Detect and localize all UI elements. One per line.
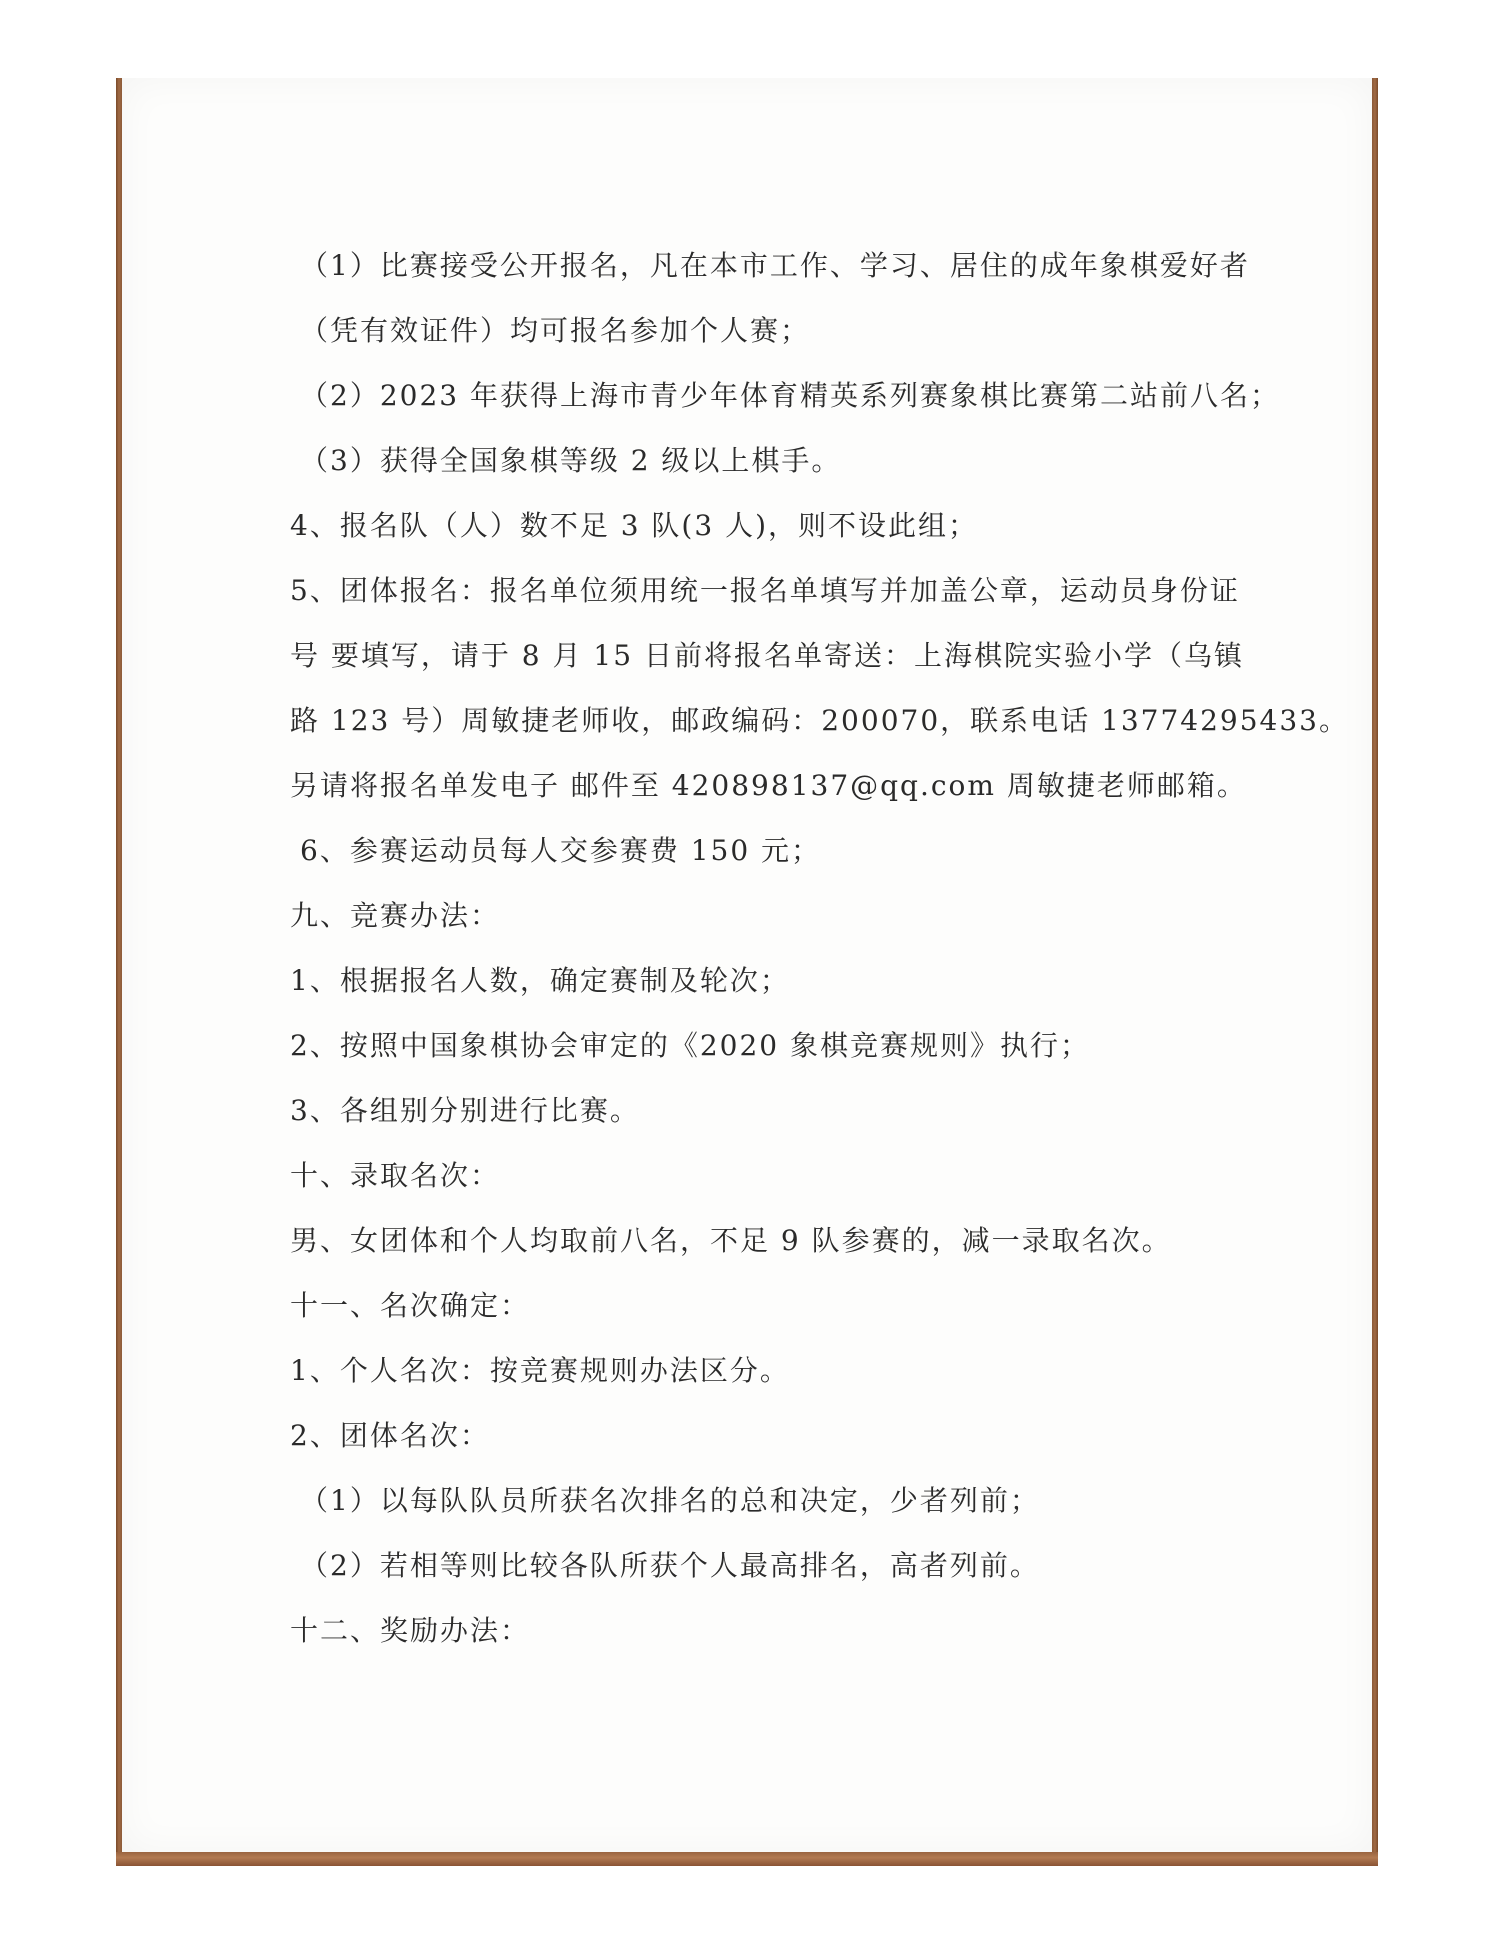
- text-line: 2、按照中国象棋协会审定的《2020 象棋竞赛规则》执行；: [290, 1029, 1090, 1062]
- section-heading: 十二、奖励办法：: [290, 1614, 531, 1647]
- text-line: 6、参赛运动员每人交参赛费 150 元；: [300, 834, 822, 867]
- text-line: 路 123 号）周敏捷老师收，邮政编码：200070，联系电话 13774295433。: [290, 704, 1349, 737]
- text-line: 3、各组别分别进行比赛。: [290, 1094, 640, 1127]
- wood-edge-bottom: [116, 1852, 1378, 1866]
- text-line: 4、报名队（人）数不足 3 队(3 人)，则不设此组；: [290, 509, 978, 542]
- text-line: 号 要填写，请于 8 月 15 日前将报名单寄送：上海棋院实验小学（乌镇: [290, 639, 1244, 672]
- text-line: （2）2023 年获得上海市青少年体育精英系列赛象棋比赛第二站前八名；: [300, 379, 1280, 412]
- text-line: 2、团体名次：: [290, 1419, 490, 1452]
- section-heading: 十一、名次确定：: [290, 1289, 531, 1322]
- text-line: 男、女团体和个人均取前八名，不足 9 队参赛的，减一录取名次。: [290, 1224, 1172, 1257]
- text-line: （1）以每队队员所获名次排名的总和决定，少者列前；: [300, 1484, 1040, 1517]
- section-heading: 九、竞赛办法：: [290, 899, 501, 932]
- text-line: 1、根据报名人数，确定赛制及轮次；: [290, 964, 790, 997]
- text-line: （凭有效证件）均可报名参加个人赛；: [300, 314, 811, 347]
- text-line: （1）比赛接受公开报名，凡在本市工作、学习、居住的成年象棋爱好者: [300, 249, 1250, 282]
- text-line: 另请将报名单发电子 邮件至 420898137@qq.com 周敏捷老师邮箱。: [290, 769, 1247, 802]
- section-heading: 十、录取名次：: [290, 1159, 501, 1192]
- wood-edge-right: [1372, 78, 1378, 1866]
- text-line: 5、团体报名：报名单位须用统一报名单填写并加盖公章，运动员身份证: [290, 574, 1240, 607]
- text-line: （3）获得全国象棋等级 2 级以上棋手。: [300, 444, 842, 477]
- text-line: 1、个人名次：按竞赛规则办法区分。: [290, 1354, 790, 1387]
- text-line: （2）若相等则比较各队所获个人最高排名，高者列前。: [300, 1549, 1040, 1582]
